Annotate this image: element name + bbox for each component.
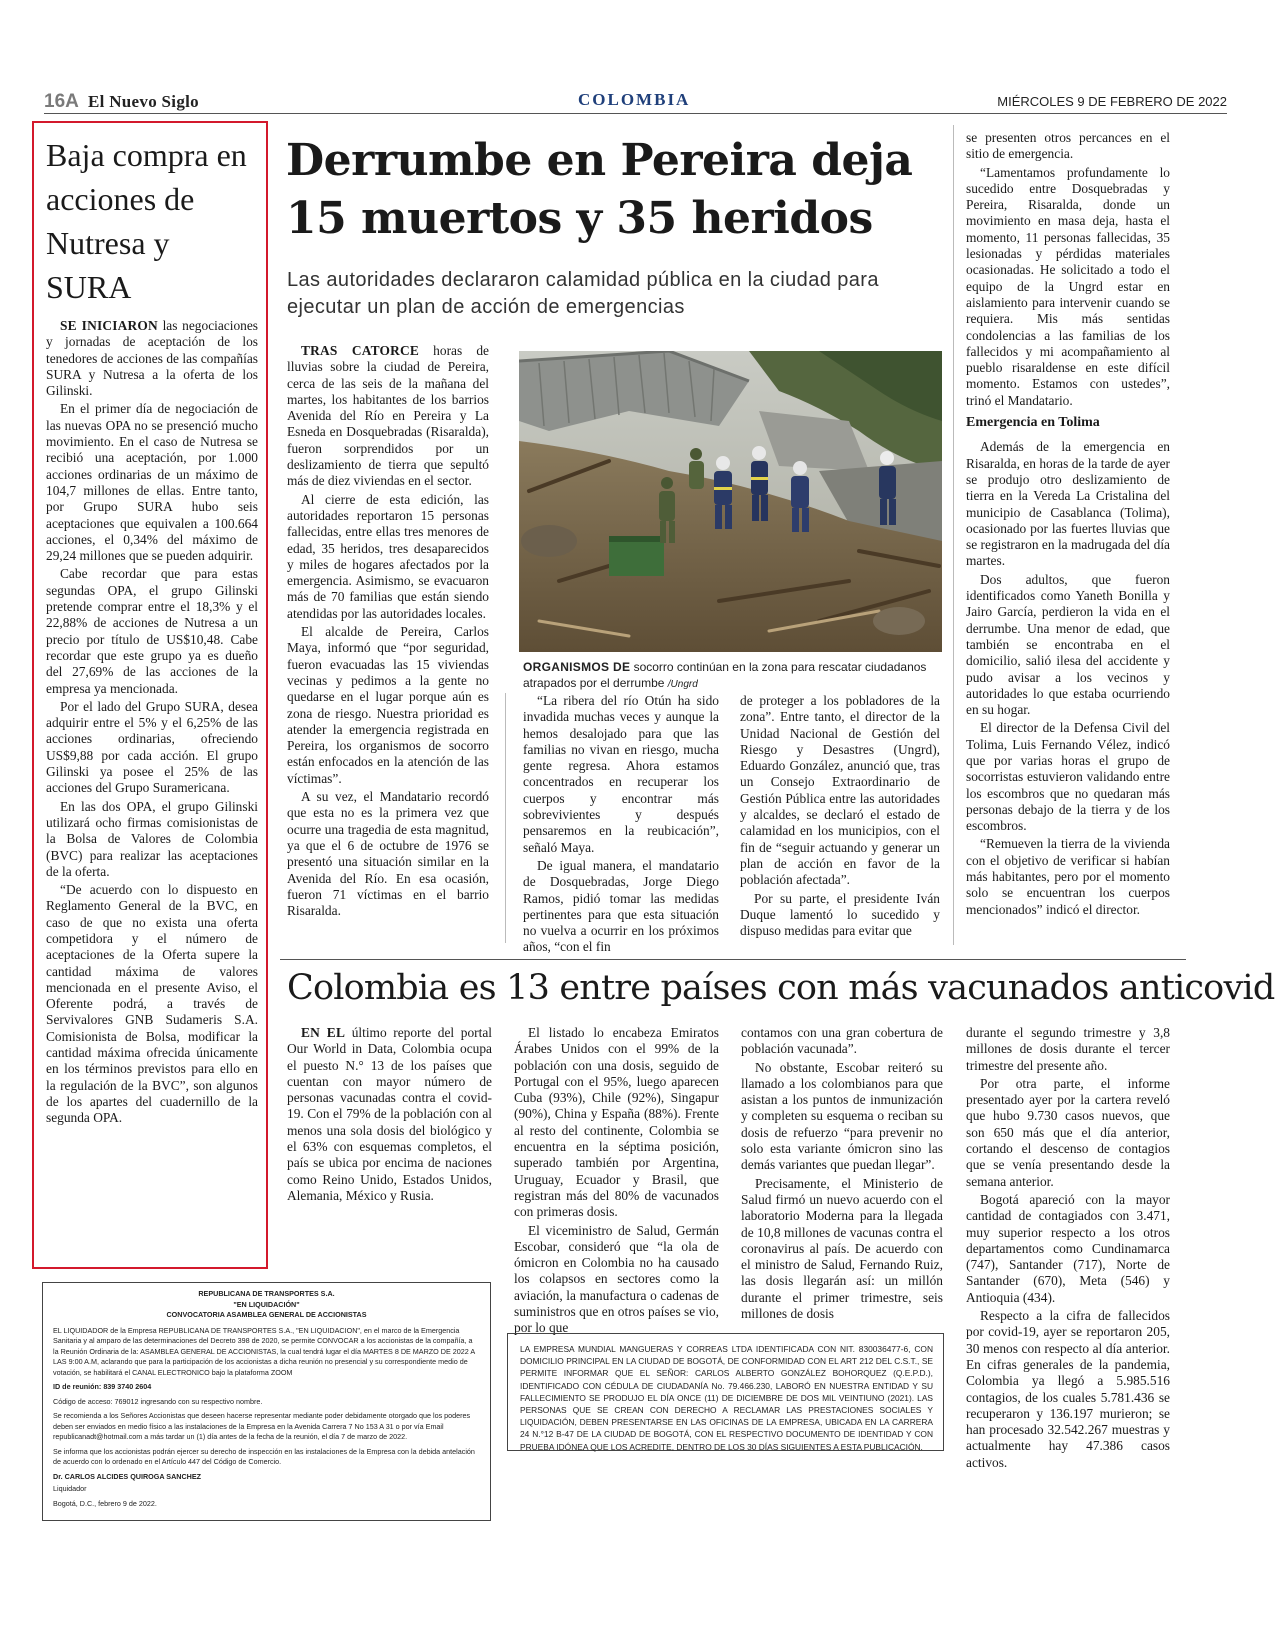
main-paragraph: “Lamentamos profundamente lo sucedido entre Dosquebradas y Pereira, Risaralda, donde un movimiento en masa deja, hasta el momento, 11 personas fallecidas, 35 lesionadas y pérdidas materiales ocasionadas. He solicitado a todo el equipo de la Ungrd estar en aislamiento para intervenir cuando se requiera. Mis más sentidas condolencias a las familias de los fallecidos y mi acompañamiento al pueblo risaraldense en este difícil momento. Estamos con ustedes”, trinó el Mandatario. [966,164,1170,408]
notice-meeting-id: ID de reunión: 839 3740 2604 [53,1382,152,1391]
notice-place-date: Bogotá, D.C., febrero 9 de 2022. [53,1498,157,1508]
main-paragraph: Por su parte, el presidente Iván Duque lamentó lo sucedido y dispuso medidas para evitar que [740,890,940,939]
photo-caption [523,659,943,693]
sidebar-paragraph: Cabe recordar que para estas segundas OPA, el grupo Gilinski pretende comprar entre el 18,3% y el 22,88% de acciones de Nutresa a un precio por título de US$10,48. Cabe recordar que este grupo ya es dueño del 27,69% de las acciones de la empresa ya mencionada. [46,566,258,696]
main-column-4 [966,130,1170,920]
caption-text: socorro continúan en la zona para rescatar ciudadanos atrapados por el derrumbe [523,660,927,690]
notice-recommendation: Se recomienda a los Señores Accionistas que deseen hacerse representar mediante poder debidamente otorgado que los poderes deben ser enviados en medio físico a las instalaciones de la Empresa en la Avenida Carrera 7 No 153 A 31 o por vía Email republicanadt@hotmail.com a más tardar un (1) día antes de la fecha de la reunión, el día 7 de marzo de 2022. [53,1411,471,1441]
second-paragraph: El listado lo encabeza Emiratos Árabes Unidos con el 99% de la población con una dosis, seguido de Portugal con el 95%, luego aparecen Cuba (93%), Chile (92%), Singapur (90%), China y España (88%). Frente al resto del continente, Colombia se encuentra en la séptima posición, superado también por Argentina, Uruguay, Ecuador y Brasil, que registran más del 80% de vacunados con primeras dosis. [514,1025,719,1220]
main-paragraph: A su vez, el Mandatario recordó que esta no es la primera vez que ocurre una tragedia de esta magnitud, ya que el 6 de octubre de 1976 se presentó una situación similar en la Avenida del Río. En esa ocasión, fueron 71 víctimas en el barrio Risaralda. [287,789,489,919]
main-paragraph: horas de lluvias sobre la ciudad de Pereira, cerca de las seis de la mañana del martes, los habitantes de los barrios Avenida del Río en Pereira y La Esneda en Dosquebradas (Risaralda), fueron sorprendidos por un deslizamiento de tierra que sepultó más de diez viviendas en el sector. [287,343,489,489]
notice-signatory: Dr. CARLOS ALCIDES QUIROGA SANCHEZ [53,1471,202,1481]
second-column-3 [741,1025,943,1324]
main-paragraph: “La ribera del río Otún ha sido invadida muchas veces y aunque la hemos desalojado para que las familias no vivan en riesgo, mucha gente regresa. Ahora estamos concentrados en recuperar los cuerpos y encontrar más sobrevivientes y después pensaremos en la reubicación”, señaló Maya. [523,693,719,855]
second-paragraph: Bogotá apareció con la mayor cantidad de contagiados con 3.471, muy superior respecto a los otros departamentos como Cundinamarca (747), Santander (717), Norte de Santander (670), Meta (546) y Antioquia (434). [966,1191,1170,1305]
second-paragraph: Respecto a la cifra de fallecidos por covid-19, ayer se reportaron 205, 30 menos con respecto al día anterior. En cifras generales de la pandemia, Colombia ya llegó a 5.985.516 contagios, de los cuales 5.781.436 se recuperaron y 136.197 murieron; se han procesado 32.542.267 muestras y actualmente hay 47.386 casos activos. [966,1308,1170,1470]
main-paragraph: Al cierre de esta edición, las autoridades reportaron 15 personas fallecidas, entre ellas tres menores de edad, 35 heridos, tres desaparecidos y miles de hogares afectados por la emergencia. Asimismo, se evacuaron más de 70 familias que están siendo atendidas por las autoridades locales. [287,491,489,621]
sidebar-body [46,318,258,1129]
sidebar-paragraph: En el primer día de negociación de las nuevas OPA no se presenció mucho movimiento. En el caso de Nutresa se recibió una aceptación, por 1.000 acciones ordinarias de un máximo de 104,7 millones de ellas. Entre tanto, por Grupo SURA hubo seis aceptaciones que equivalen a 100.664 acciones, el 0,34% del máximo de 29,24 millones que se pueden adquirir. [46,401,258,564]
main-paragraph: “Remueven la tierra de la vivienda con el objetivo de verificar si habían más habitantes, pero por el momento solo se encuentran los cuerpos mencionados” indicó el director. [966,836,1170,917]
page-number: 16A [44,91,79,112]
second-paragraph: Precisamente, el Ministerio de Salud firmó un nuevo acuerdo con el laboratorio Moderna para la llegada de 10,8 millones de vacunas contra el coronavirus al país. De acuerdo con el ministro de Salud, Fernando Ruiz, las dosis llegarán así: un millón durante el primer trimestre, seis millones de dosis [741,1175,943,1322]
newspaper-name: El Nuevo Siglo [88,92,199,111]
notice-body: EL LIQUIDADOR de la Empresa REPUBLICANA DE TRANSPORTES S.A., "EN LIQUIDACION", en el marco de la Emergencia Sanitaria y al amparo de las determinaciones del Decreto 398 de 2020, se permite CONVOCAR a los accionistas de la compañía, a la Reunión Ordinaria de la: ASAMBLEA GENERAL DE ACCIONISTAS, la cual tendrá lugar el día MARTES 8 DE MARZO DE 2022 A LAS 9:00 A.M, aclarando que para la participación de los accionistas a dicha reunión no presencial y su correspondiente medio de votación, se habilitará el CANAL ELECTRONICO bajo la plataforma ZOOM [53,1325,475,1377]
notice-access-code: Código de acceso: 769012 ingresando con su respectivo nombre. [53,1396,263,1406]
notice-role: Liquidador [53,1484,87,1493]
second-lead: EN EL [301,1025,346,1040]
section-name: COLOMBIA [578,90,691,109]
column-divider [505,693,506,943]
main-lead: TRAS CATORCE [301,343,420,358]
second-paragraph: contamos con una gran cobertura de población vacunada”. [741,1025,943,1057]
main-paragraph: Dos adultos, que fueron identificados como Yaneth Bonilla y Jairo García, perdieron la vida en el derrumbe. Una menor de edad, que también se encontraba en el domicilio, salió ilesa del accidente y pudo avisar a los vecinos y autoridades lo que estaba ocurriendo en su hogar. [966,571,1170,718]
main-column-1 [287,343,489,921]
main-paragraph: Además de la emergencia en Risaralda, en horas de la tarde de ayer se produjo otro deslizamiento de tierra en la Vereda La Cristalina del municipio de Casablanca (Tolima), ocasionado por las fuertes lluvias que se registraron en la madrugada del día martes. [966,439,1170,569]
notice-inspection: Se informa que los accionistas podrán ejercer su derecho de inspección en las instalaciones de la Empresa con la debida antelación de acuerdo con lo ordenado en el Artículo 447 del Código de Comercio. [53,1446,475,1466]
issue-date: MIÉRCOLES 9 DE FEBRERO DE 2022 [997,94,1227,109]
second-paragraph: No obstante, Escobar reiteró su llamado a los colombianos para que asistan a los puntos de inmunización y completen su esquema o reciban su dosis de refuerzo “para prevenir no solo esta variante ómicron sino las demás variantes que puedan llegar”. [741,1059,943,1173]
sidebar-paragraph: las negociaciones y jornadas de aceptación de los tenedores de acciones de las compañías SURA y Nutresa a la oferta de los Gilinski. [46,318,259,399]
notice-status: "EN LIQUIDACIÓN" [233,1299,300,1309]
sidebar-paragraph: En las dos OPA, el grupo Gilinski utilizará ocho firmas comisionistas de la Bolsa de Valores de Colombia (BVC) para realizar las aceptaciones de la oferta. [46,798,258,879]
main-column-3 [740,693,940,941]
sidebar-paragraph: “De acuerdo con lo dispuesto en Reglamento General de la BVC, en caso de que no exista una oferta competidora y el número de aceptaciones de la Oferta supere la cantidad máxima de valores mencionada en el presente Aviso, el Oferente podrá, a través de Servivalores GNB Sudameris S.A. Comisionista de Bolsa, modificar la cantidad máxima ofrecida únicamente en los términos previstos para ello en la regulación de la BVC”, son algunos de los apartes del cuadernillo de la segunda OPA. [46,882,258,1126]
column-divider [953,125,954,945]
second-paragraph: durante el segundo trimestre y 3,8 millones de dosis durante el tercer trimestre del presente año. [966,1025,1170,1073]
main-paragraph: se presenten otros percances en el sitio de emergencia. [966,130,1170,162]
sidebar-paragraph: Por el lado del Grupo SURA, desea adquirir entre el 5% y el 6,25% de las acciones ordinarias, ofreciendo US$9,88 por cada acción. El grupo Gilinski ya posee el 25% de las acciones del Grupo Suramericana. [46,698,258,796]
sidebar-lead: SE INICIARON [60,318,158,333]
header-rule [44,113,1227,114]
second-paragraph: último reporte del portal Our World in Data, Colombia ocupa el puesto N.° 13 de los países que cuentan con mayor número de personas vacunadas contra el covid-19. Con el 79% de la población con al menos una sola dosis del biológico y el 63% con esquemas completos, el país se ubica por encima de naciones como Reino Unido, Estados Unidos, Alemania, México y Rusia. [287,1025,492,1203]
main-headline: Derrumbe en Pereira deja 15 muertos y 35 heridos [286,135,913,244]
main-paragraph: El director de la Defensa Civil del Tolima, Luis Fernando Vélez, indicó que por varias horas el grupo de socorristas estuvieron validando entre los escombros que no quedaran más personas debajo de la tierra y de los escombros. [966,720,1170,834]
main-paragraph: El alcalde de Pereira, Carlos Maya, informó que “por seguridad, fueron evacuadas las 15 viviendas vecinas y pedimos a la gente no quedarse en el lugar porque aún es zona de riesgo. Nuestra prioridad es atender la emergencia registrada en Pereira, los organismos de socorro están enfocados en la atención de las víctimas”. [287,624,489,786]
second-column-2 [514,1025,719,1339]
caption-credit: /Ungrd [667,679,698,690]
legal-notice-employer: LA EMPRESA MUNDIAL MANGUERAS Y CORREAS LTDA IDENTIFICADA CON NIT. 830036477-6, CON DOMICILIO PRINCIPAL EN LA CIUDAD DE BOGOTÁ, DE CONFORMIDAD CON EL ART 212 DEL C.S.T., SE PERMITE INFORMAR QUE EL SEÑOR: CARLOS ALBERTO GONZÁLEZ BOHORQUEZ (Q.E.P.D.), IDENTIFICADO CON CÉDULA DE CIUDADANÍA No. 79.466.230, LABORÓ EN NUESTRA ENTIDAD Y SU FALLECIMIENTO SE PRODUJO EL DÍA ONCE (11) DE DICIEMBRE DE DOS MIL VEINTIUNO (2021). LAS PERSONAS QUE SE CREAN CON DERECHO A RECLAMAR LAS PRESTACIONES SOCIALES Y LIQUIDACIÓN, DEBEN PRESENTARSE EN LAS OFICINAS DE LA EMPRESA, UBICADA EN LA CARRERA 24 N.°12 B-47 DE LA CIUDAD DE BOGOTÁ, CON EL RESPECTIVO DOCUMENTO DE IDENTIDAD Y CON PRUEBA IDÓNEA QUE LOS ACREDITE, DENTRO DE LOS 30 DÍAS SIGUIENTES A ESTA PUBLICACIÓN. [507,1333,944,1451]
main-paragraph: De igual manera, el mandatario de Dosquebradas, Jorge Diego Ramos, pidió tomar las medidas pertinentes para que esta situación no vuelva a ocurrir en los próximos años, “con el fin [523,857,719,955]
caption-lead: ORGANISMOS DE [523,660,631,674]
sidebar-headline: Baja compra en acciones de Nutresa y SURA [46,137,247,305]
second-paragraph: Por otra parte, el informe presentado ayer por la cartera reveló que hubo 9.730 casos nuevos, que son 650 más que el día anterior, cortando el descenso de contagios que se venía presentando desde la semana anterior. [966,1075,1170,1189]
second-headline: Colombia es 13 entre países con más vacunados anticovid [287,968,1275,1008]
main-paragraph: de proteger a los pobladores de la zona”. Entre tanto, el director de la Unidad Nacional de Gestión del Riesgo y Desastres (Ungrd), Eduardo González, anunció que, tras un Consejo Extraordinario de Gestión Pública entre las autoridades y alcaldes, se declaró el estado de calamidad en los municipios, con el fin de “seguir actuando y generar un plan de acción en favor de la población afectada”. [740,693,940,888]
notice-company: REPUBLICANA DE TRANSPORTES S.A. [198,1289,335,1298]
article-divider [280,959,1186,960]
article-subhead: Emergencia en Tolima [966,415,1100,431]
main-column-2 [523,693,719,958]
legal-notice-assembly [42,1282,491,1521]
main-subheadline: Las autoridades declararon calamidad pública en la ciudad para ejecutar un plan de acción de emergencias [287,269,879,318]
second-column-4 [966,1025,1170,1473]
landslide-photo [519,351,942,652]
second-column-1 [287,1025,492,1206]
second-paragraph: El viceministro de Salud, Germán Escobar, consideró que “la ola de ómicron en Colombia no ha causado los colapsos en sectores como la aviación, la manufactura o cadenas de suministros que en otros países se vio, por lo que [514,1222,719,1336]
notice-call: CONVOCATORIA ASAMBLEA GENERAL DE ACCIONISTAS [166,1310,367,1319]
